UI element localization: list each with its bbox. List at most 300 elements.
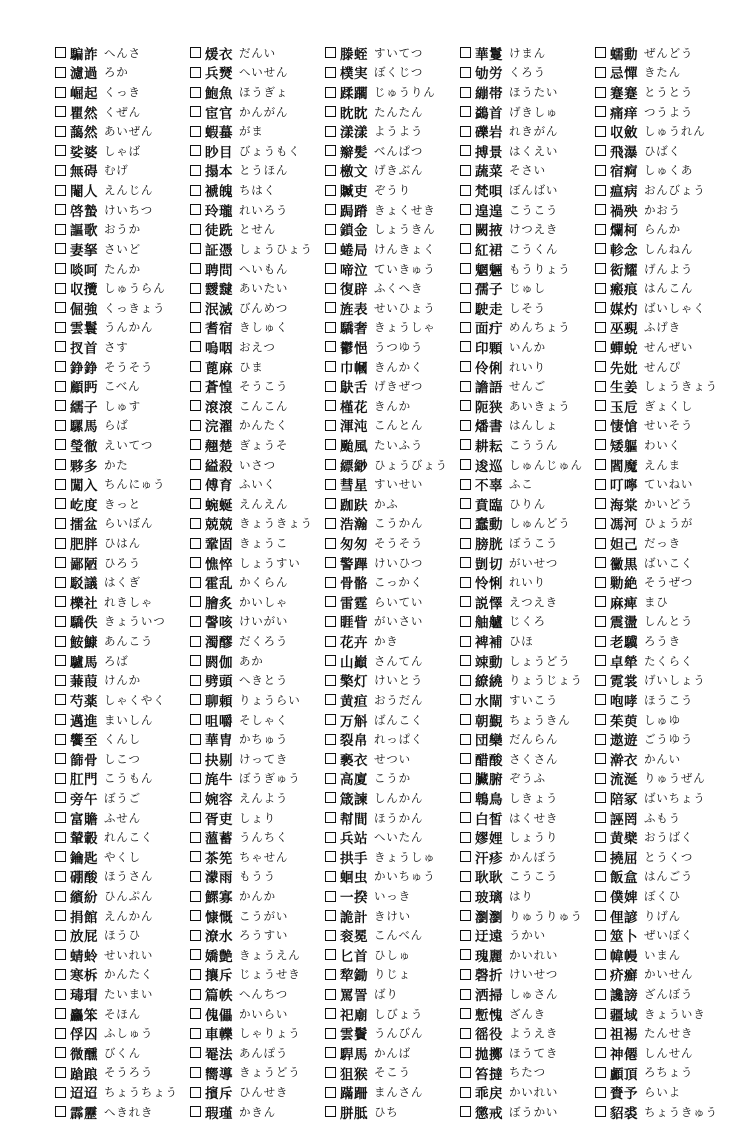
checkbox[interactable] bbox=[460, 616, 471, 627]
checkbox[interactable] bbox=[595, 341, 606, 352]
checkbox[interactable] bbox=[55, 145, 66, 156]
checkbox[interactable] bbox=[595, 616, 606, 627]
checkbox[interactable] bbox=[55, 694, 66, 705]
checkbox[interactable] bbox=[55, 185, 66, 196]
checkbox[interactable] bbox=[460, 1087, 471, 1098]
checkbox[interactable] bbox=[460, 792, 471, 803]
checkbox[interactable] bbox=[595, 538, 606, 549]
checkbox[interactable] bbox=[190, 949, 201, 960]
kana-reading: ぼくじつ bbox=[374, 65, 424, 80]
checkbox[interactable] bbox=[325, 616, 336, 627]
word-entry bbox=[55, 671, 190, 691]
checkbox[interactable] bbox=[325, 47, 336, 58]
checkbox[interactable] bbox=[55, 832, 66, 843]
checkbox[interactable] bbox=[595, 87, 606, 98]
checkbox[interactable] bbox=[595, 67, 606, 78]
checkbox[interactable] bbox=[595, 381, 606, 392]
checkbox[interactable] bbox=[55, 498, 66, 509]
checkbox[interactable] bbox=[595, 714, 606, 725]
checkbox[interactable] bbox=[190, 420, 201, 431]
checkbox[interactable] bbox=[190, 734, 201, 745]
checkbox[interactable] bbox=[460, 694, 471, 705]
checkbox[interactable] bbox=[190, 930, 201, 941]
checkbox[interactable] bbox=[595, 1067, 606, 1078]
checkbox[interactable] bbox=[55, 47, 66, 58]
checkbox[interactable] bbox=[595, 910, 606, 921]
checkbox[interactable] bbox=[55, 381, 66, 392]
checkbox[interactable] bbox=[190, 165, 201, 176]
checkbox[interactable] bbox=[460, 989, 471, 1000]
checkbox[interactable] bbox=[190, 636, 201, 647]
checkbox[interactable] bbox=[55, 479, 66, 490]
checkbox[interactable] bbox=[190, 145, 201, 156]
checkbox[interactable] bbox=[55, 930, 66, 941]
checkbox[interactable] bbox=[460, 341, 471, 352]
checkbox[interactable] bbox=[460, 655, 471, 666]
checkbox[interactable] bbox=[190, 1047, 201, 1058]
checkbox[interactable] bbox=[190, 714, 201, 725]
checkbox[interactable] bbox=[460, 930, 471, 941]
checkbox[interactable] bbox=[325, 596, 336, 607]
checkbox[interactable] bbox=[460, 263, 471, 274]
checkbox[interactable] bbox=[595, 812, 606, 823]
checkbox[interactable] bbox=[595, 773, 606, 784]
word-entry bbox=[325, 396, 460, 416]
kanji-word: 濾過 bbox=[70, 66, 98, 83]
checkbox[interactable] bbox=[595, 106, 606, 117]
checkbox[interactable] bbox=[55, 753, 66, 764]
checkbox[interactable] bbox=[595, 1106, 606, 1117]
checkbox[interactable] bbox=[460, 675, 471, 686]
checkbox[interactable] bbox=[190, 400, 201, 411]
checkbox[interactable] bbox=[55, 1087, 66, 1098]
checkbox[interactable] bbox=[55, 792, 66, 803]
checkbox[interactable] bbox=[55, 910, 66, 921]
checkbox[interactable] bbox=[325, 341, 336, 352]
checkbox[interactable] bbox=[190, 832, 201, 843]
kanji-word: 痛痒 bbox=[610, 105, 638, 122]
checkbox[interactable] bbox=[595, 439, 606, 450]
checkbox[interactable] bbox=[190, 989, 201, 1000]
checkbox[interactable] bbox=[460, 106, 471, 117]
checkbox[interactable] bbox=[460, 734, 471, 745]
checkbox[interactable] bbox=[55, 714, 66, 725]
checkbox[interactable] bbox=[190, 812, 201, 823]
checkbox[interactable] bbox=[460, 1067, 471, 1078]
checkbox[interactable] bbox=[595, 891, 606, 902]
checkbox[interactable] bbox=[595, 557, 606, 568]
checkbox[interactable] bbox=[460, 636, 471, 647]
checkbox[interactable] bbox=[595, 165, 606, 176]
checkbox[interactable] bbox=[325, 459, 336, 470]
checkbox[interactable] bbox=[595, 498, 606, 509]
checkbox[interactable] bbox=[595, 792, 606, 803]
checkbox[interactable] bbox=[595, 851, 606, 862]
checkbox[interactable] bbox=[595, 1008, 606, 1019]
checkbox[interactable] bbox=[460, 87, 471, 98]
checkbox[interactable] bbox=[190, 263, 201, 274]
checkbox[interactable] bbox=[595, 302, 606, 313]
checkbox[interactable] bbox=[595, 596, 606, 607]
checkbox[interactable] bbox=[460, 420, 471, 431]
checkbox[interactable] bbox=[55, 67, 66, 78]
checkbox[interactable] bbox=[325, 243, 336, 254]
kanji-word: 孺子 bbox=[475, 282, 503, 298]
checkbox[interactable] bbox=[325, 734, 336, 745]
checkbox[interactable] bbox=[55, 989, 66, 1000]
checkbox[interactable] bbox=[460, 596, 471, 607]
kana-reading: じゅうりん bbox=[374, 85, 436, 100]
checkbox[interactable] bbox=[325, 989, 336, 1000]
checkbox[interactable] bbox=[595, 361, 606, 372]
checkbox[interactable] bbox=[55, 283, 66, 294]
checkbox[interactable] bbox=[595, 1087, 606, 1098]
checkbox[interactable] bbox=[55, 1047, 66, 1058]
checkbox[interactable] bbox=[325, 910, 336, 921]
checkbox[interactable] bbox=[325, 498, 336, 509]
checkbox[interactable] bbox=[325, 400, 336, 411]
checkbox[interactable] bbox=[190, 969, 201, 980]
checkbox[interactable] bbox=[595, 263, 606, 274]
checkbox[interactable] bbox=[55, 341, 66, 352]
checkbox[interactable] bbox=[595, 518, 606, 529]
checkbox[interactable] bbox=[190, 871, 201, 882]
checkbox[interactable] bbox=[190, 596, 201, 607]
checkbox[interactable] bbox=[190, 655, 201, 666]
checkbox[interactable] bbox=[595, 224, 606, 235]
checkbox[interactable] bbox=[325, 479, 336, 490]
checkbox[interactable] bbox=[460, 577, 471, 588]
checkbox[interactable] bbox=[460, 538, 471, 549]
checkbox[interactable] bbox=[55, 126, 66, 137]
checkbox[interactable] bbox=[325, 694, 336, 705]
checkbox[interactable] bbox=[55, 557, 66, 568]
checkbox[interactable] bbox=[460, 871, 471, 882]
checkbox[interactable] bbox=[460, 224, 471, 235]
checkbox[interactable] bbox=[190, 47, 201, 58]
checkbox[interactable] bbox=[325, 439, 336, 450]
kana-reading: ばり bbox=[374, 987, 399, 1002]
checkbox[interactable] bbox=[325, 577, 336, 588]
kanji-word: 胼胝 bbox=[340, 1105, 368, 1122]
checkbox[interactable] bbox=[325, 557, 336, 568]
checkbox[interactable] bbox=[460, 714, 471, 725]
checkbox[interactable] bbox=[325, 675, 336, 686]
checkbox[interactable] bbox=[190, 498, 201, 509]
checkbox[interactable] bbox=[55, 106, 66, 117]
checkbox[interactable] bbox=[460, 812, 471, 823]
kana-reading: しょうどう bbox=[509, 653, 571, 668]
checkbox[interactable] bbox=[595, 479, 606, 490]
checkbox[interactable] bbox=[190, 851, 201, 862]
checkbox[interactable] bbox=[460, 949, 471, 960]
checkbox[interactable] bbox=[460, 204, 471, 215]
checkbox[interactable] bbox=[595, 969, 606, 980]
checkbox[interactable] bbox=[55, 949, 66, 960]
checkbox[interactable] bbox=[460, 851, 471, 862]
checkbox[interactable] bbox=[325, 538, 336, 549]
word-entry bbox=[595, 749, 730, 769]
kanji-word: 麻痺 bbox=[610, 595, 638, 612]
checkbox[interactable] bbox=[55, 243, 66, 254]
checkbox[interactable] bbox=[190, 577, 201, 588]
checkbox[interactable] bbox=[55, 969, 66, 980]
checkbox[interactable] bbox=[55, 87, 66, 98]
word-entry bbox=[595, 788, 730, 808]
checkbox[interactable] bbox=[460, 832, 471, 843]
checkbox[interactable] bbox=[55, 871, 66, 882]
checkbox[interactable] bbox=[325, 930, 336, 941]
checkbox[interactable] bbox=[325, 871, 336, 882]
checkbox[interactable] bbox=[460, 1106, 471, 1117]
kana-reading: けんか bbox=[104, 673, 141, 688]
checkbox[interactable] bbox=[460, 47, 471, 58]
checkbox[interactable] bbox=[55, 851, 66, 862]
checkbox[interactable] bbox=[460, 283, 471, 294]
checkbox[interactable] bbox=[55, 812, 66, 823]
checkbox[interactable] bbox=[325, 792, 336, 803]
checkbox[interactable] bbox=[460, 891, 471, 902]
checkbox[interactable] bbox=[55, 616, 66, 627]
word-entry bbox=[190, 259, 325, 279]
checkbox[interactable] bbox=[55, 596, 66, 607]
checkbox[interactable] bbox=[325, 322, 336, 333]
checkbox[interactable] bbox=[595, 930, 606, 941]
checkbox[interactable] bbox=[325, 1008, 336, 1019]
checkbox[interactable] bbox=[190, 1067, 201, 1078]
checkbox[interactable] bbox=[460, 498, 471, 509]
checkbox[interactable] bbox=[460, 439, 471, 450]
checkbox[interactable] bbox=[55, 400, 66, 411]
checkbox[interactable] bbox=[595, 655, 606, 666]
checkbox[interactable] bbox=[55, 165, 66, 176]
checkbox[interactable] bbox=[460, 557, 471, 568]
checkbox[interactable] bbox=[325, 185, 336, 196]
checkbox[interactable] bbox=[55, 263, 66, 274]
kana-reading: かいしゃ bbox=[239, 594, 289, 609]
checkbox[interactable] bbox=[595, 400, 606, 411]
checkbox[interactable] bbox=[595, 989, 606, 1000]
checkbox[interactable] bbox=[460, 753, 471, 764]
checkbox[interactable] bbox=[190, 106, 201, 117]
checkbox[interactable] bbox=[190, 518, 201, 529]
checkbox[interactable] bbox=[55, 439, 66, 450]
checkbox[interactable] bbox=[190, 87, 201, 98]
checkbox[interactable] bbox=[460, 322, 471, 333]
checkbox[interactable] bbox=[190, 224, 201, 235]
checkbox[interactable] bbox=[325, 714, 336, 725]
checkbox[interactable] bbox=[595, 1047, 606, 1058]
checkbox[interactable] bbox=[325, 302, 336, 313]
checkbox[interactable] bbox=[595, 126, 606, 137]
checkbox[interactable] bbox=[595, 694, 606, 705]
checkbox[interactable] bbox=[325, 969, 336, 980]
checkbox[interactable] bbox=[190, 381, 201, 392]
checkbox[interactable] bbox=[460, 969, 471, 980]
checkbox[interactable] bbox=[460, 381, 471, 392]
checkbox[interactable] bbox=[55, 302, 66, 313]
checkbox[interactable] bbox=[190, 1106, 201, 1117]
checkbox[interactable] bbox=[190, 792, 201, 803]
checkbox[interactable] bbox=[595, 283, 606, 294]
checkbox[interactable] bbox=[55, 773, 66, 784]
checkbox[interactable] bbox=[460, 243, 471, 254]
checkbox[interactable] bbox=[55, 734, 66, 745]
checkbox[interactable] bbox=[190, 185, 201, 196]
kana-reading: しんねん bbox=[644, 241, 694, 256]
checkbox[interactable] bbox=[325, 812, 336, 823]
checkbox[interactable] bbox=[55, 538, 66, 549]
checkbox[interactable] bbox=[325, 204, 336, 215]
word-entry bbox=[595, 494, 730, 514]
checkbox[interactable] bbox=[595, 1028, 606, 1039]
checkbox[interactable] bbox=[325, 165, 336, 176]
checkbox[interactable] bbox=[55, 1008, 66, 1019]
checkbox[interactable] bbox=[325, 1106, 336, 1117]
checkbox[interactable] bbox=[190, 341, 201, 352]
checkbox[interactable] bbox=[190, 67, 201, 78]
kanji-word: 妲己 bbox=[610, 537, 638, 553]
checkbox[interactable] bbox=[190, 126, 201, 137]
checkbox[interactable] bbox=[190, 459, 201, 470]
checkbox[interactable] bbox=[595, 459, 606, 470]
checkbox[interactable] bbox=[190, 361, 201, 372]
checkbox[interactable] bbox=[325, 1047, 336, 1058]
checkbox[interactable] bbox=[325, 224, 336, 235]
checkbox[interactable] bbox=[325, 87, 336, 98]
checkbox[interactable] bbox=[595, 47, 606, 58]
checkbox[interactable] bbox=[595, 753, 606, 764]
checkbox[interactable] bbox=[595, 636, 606, 647]
checkbox[interactable] bbox=[460, 126, 471, 137]
checkbox[interactable] bbox=[595, 145, 606, 156]
checkbox[interactable] bbox=[325, 851, 336, 862]
checkbox[interactable] bbox=[460, 185, 471, 196]
checkbox[interactable] bbox=[190, 616, 201, 627]
checkbox[interactable] bbox=[190, 283, 201, 294]
checkbox[interactable] bbox=[460, 400, 471, 411]
checkbox[interactable] bbox=[325, 1067, 336, 1078]
checkbox[interactable] bbox=[190, 753, 201, 764]
checkbox[interactable] bbox=[325, 283, 336, 294]
checkbox[interactable] bbox=[190, 557, 201, 568]
checkbox[interactable] bbox=[190, 322, 201, 333]
checkbox[interactable] bbox=[595, 871, 606, 882]
checkbox[interactable] bbox=[190, 204, 201, 215]
checkbox[interactable] bbox=[325, 1028, 336, 1039]
checkbox[interactable] bbox=[190, 538, 201, 549]
checkbox[interactable] bbox=[460, 518, 471, 529]
checkbox[interactable] bbox=[325, 126, 336, 137]
checkbox[interactable] bbox=[460, 67, 471, 78]
checkbox[interactable] bbox=[325, 67, 336, 78]
checkbox[interactable] bbox=[325, 832, 336, 843]
checkbox[interactable] bbox=[595, 734, 606, 745]
checkbox[interactable] bbox=[190, 910, 201, 921]
checkbox[interactable] bbox=[325, 263, 336, 274]
checkbox[interactable] bbox=[190, 694, 201, 705]
checkbox[interactable] bbox=[190, 479, 201, 490]
checkbox[interactable] bbox=[595, 322, 606, 333]
checkbox[interactable] bbox=[325, 636, 336, 647]
checkbox[interactable] bbox=[190, 302, 201, 313]
kanji-word: 遑遑 bbox=[475, 203, 503, 220]
checkbox[interactable] bbox=[460, 145, 471, 156]
kanji-word: 閹人 bbox=[70, 184, 98, 200]
checkbox[interactable] bbox=[325, 381, 336, 392]
checkbox[interactable] bbox=[460, 459, 471, 470]
checkbox[interactable] bbox=[190, 243, 201, 254]
checkbox[interactable] bbox=[325, 753, 336, 764]
checkbox[interactable] bbox=[55, 675, 66, 686]
checkbox[interactable] bbox=[55, 420, 66, 431]
checkbox[interactable] bbox=[55, 459, 66, 470]
checkbox[interactable] bbox=[595, 675, 606, 686]
checkbox[interactable] bbox=[55, 322, 66, 333]
checkbox[interactable] bbox=[325, 361, 336, 372]
checkbox[interactable] bbox=[460, 361, 471, 372]
checkbox[interactable] bbox=[55, 1067, 66, 1078]
checkbox[interactable] bbox=[460, 1008, 471, 1019]
checkbox[interactable] bbox=[325, 420, 336, 431]
checkbox[interactable] bbox=[190, 675, 201, 686]
checkbox[interactable] bbox=[595, 949, 606, 960]
checkbox[interactable] bbox=[55, 577, 66, 588]
checkbox[interactable] bbox=[595, 243, 606, 254]
checkbox[interactable] bbox=[190, 439, 201, 450]
checkbox[interactable] bbox=[55, 361, 66, 372]
checkbox[interactable] bbox=[55, 891, 66, 902]
checkbox[interactable] bbox=[460, 1047, 471, 1058]
checkbox[interactable] bbox=[190, 891, 201, 902]
checkbox[interactable] bbox=[325, 773, 336, 784]
checkbox[interactable] bbox=[55, 655, 66, 666]
kana-reading: とせん bbox=[239, 222, 276, 237]
checkbox[interactable] bbox=[325, 518, 336, 529]
checkbox[interactable] bbox=[595, 420, 606, 431]
checkbox[interactable] bbox=[460, 773, 471, 784]
checkbox[interactable] bbox=[325, 655, 336, 666]
checkbox[interactable] bbox=[460, 1028, 471, 1039]
checkbox[interactable] bbox=[55, 204, 66, 215]
checkbox[interactable] bbox=[460, 910, 471, 921]
word-entry bbox=[190, 651, 325, 671]
checkbox[interactable] bbox=[595, 185, 606, 196]
checkbox[interactable] bbox=[190, 1028, 201, 1039]
checkbox[interactable] bbox=[55, 636, 66, 647]
checkbox[interactable] bbox=[325, 1087, 336, 1098]
checkbox[interactable] bbox=[325, 949, 336, 960]
checkbox[interactable] bbox=[460, 479, 471, 490]
checkbox[interactable] bbox=[190, 773, 201, 784]
checkbox[interactable] bbox=[325, 145, 336, 156]
checkbox[interactable] bbox=[460, 302, 471, 313]
checkbox[interactable] bbox=[55, 1028, 66, 1039]
checkbox[interactable] bbox=[55, 518, 66, 529]
checkbox[interactable] bbox=[190, 1008, 201, 1019]
checkbox[interactable] bbox=[55, 1106, 66, 1117]
checkbox[interactable] bbox=[595, 204, 606, 215]
checkbox[interactable] bbox=[595, 577, 606, 588]
word-entry bbox=[190, 1004, 325, 1024]
kana-reading: うかい bbox=[509, 928, 546, 943]
checkbox[interactable] bbox=[460, 165, 471, 176]
checkbox[interactable] bbox=[55, 224, 66, 235]
checkbox[interactable] bbox=[595, 832, 606, 843]
checkbox[interactable] bbox=[325, 891, 336, 902]
checkbox[interactable] bbox=[325, 106, 336, 117]
checkbox[interactable] bbox=[190, 1087, 201, 1098]
